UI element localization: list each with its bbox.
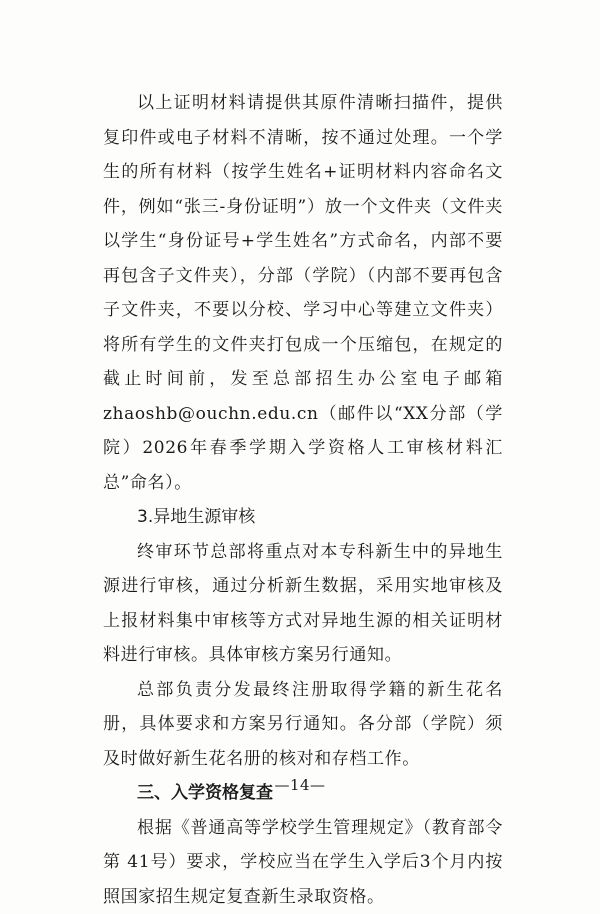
page-number: —14— — [0, 776, 600, 794]
paragraph-materials-submission: 以上证明材料请提供其原件清晰扫描件，提供复印件或电子材料不清晰，按不通过处理。一个学生的所有材料（按学生姓名+证明材料内容命名文件，例如“张三-身份证明”）放一个文件夹（文件夹以学生“身份证号+学生姓名”方式命名，内部不要再包含子文件夹），分部（学院）（内部不要再包含子文件夹，不要以分校、学习中心等建立文件夹）将所有学生的文件夹打包成一个压缩包，在规定的截止时间前，发至总部招生办公室电子邮箱 zhaoshb@ouchn.edu.cn（邮件以“XX分部（学院）2026年春季学期入学资格人工审核材料汇总”命名）。 — [103, 86, 503, 500]
paragraph-admission-recheck: 根据《普通高等学校学生管理规定》（教育部令第 41号）要求，学校应当在学生入学后3个月内按照国家招生规定复查新生录取资格。 — [103, 811, 503, 914]
section-heading-admission-recheck: 三、入学资格复查 — [103, 776, 503, 811]
paragraph-roster-distribution: 总部负责分发最终注册取得学籍的新生花名册，具体要求和方案另行通知。各分部（学院）须及时做好新生花名册的核对和存档工作。 — [103, 673, 503, 777]
subheading-remote-review: 3.异地生源审核 — [103, 500, 503, 535]
paragraph-remote-review: 终审环节总部将重点对本专科新生中的异地生源进行审核，通过分析新生数据，采用实地审核及上报材料集中审核等方式对异地生源的相关证明材料进行审核。具体审核方案另行通知。 — [103, 535, 503, 673]
